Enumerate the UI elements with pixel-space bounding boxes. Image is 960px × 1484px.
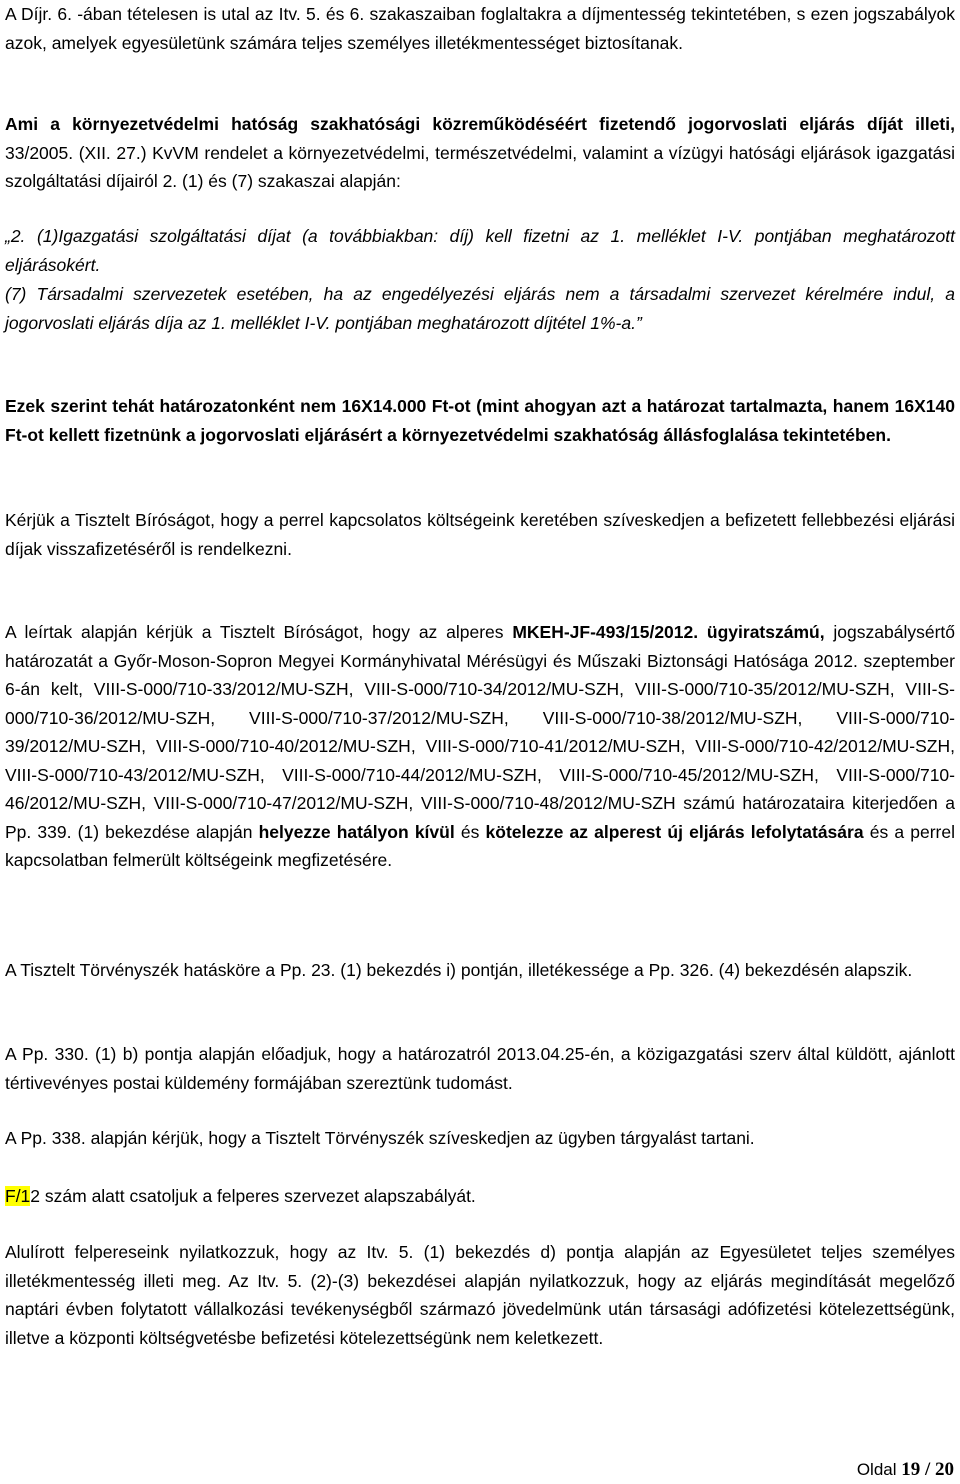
paragraph-refund-request: Kérjük a Tisztelt Bíróságot, hogy a perrel kapcsolatos költségeink keretében szíveskedjen a befizetett fellebbezési eljárási díjak visszafizetéséről is rendelkezni. (5, 510, 955, 559)
paragraph-authority-fee-bold: Ami a környezetvédelmi hatóság szakhatósági közreműködéséért fizetendő jogorvoslati eljárás díját illeti, (5, 114, 955, 134)
paragraph-main-request (5, 618, 955, 875)
paragraph-jurisdiction: A Tisztelt Törvényszék hatásköre a Pp. 23. (1) bekezdés i) pontján, illetékessége a Pp. 326. (4) bekezdésén alapszik. (5, 960, 913, 980)
paragraph-conclusion: Ezek szerint tehát határozatonként nem 16X14.000 Ft-ot (mint ahogyan azt a határozat tartalmazta, hanem 16X140 Ft-ot kellett fizetnünk a jogorvoslati eljárásért a környezetvédelmi szakhatóság állásfoglalása tekintetében. (5, 396, 955, 445)
page-separator: / (924, 1459, 931, 1480)
case-number: MKEH-JF-493/15/2012. ügyiratszámú, (512, 622, 825, 642)
main-request-text-d: és (454, 821, 486, 842)
paragraph-declaration: Alulírott felpereseink nyilatkozzuk, hogy az Itv. 5. (1) bekezdés d) pontja alapján az Egyesületet teljes személyes illetékmentesség illeti meg. Az Itv. 5. (2)-(3) bekezdései alapján nyilatkozzuk, hogy az eljárás megindítását megelőző naptári évben folytatott vállalkozási tevékenységből származó jövedelmünk után társasági adófizetési kötelezettségünk, illetve a központi költségvetésbe befizetési kötelezettségünk nem keletkezett. (5, 1242, 955, 1348)
quote-paragraph-7: (7) Társadalmi szervezetek esetében, ha az engedélyezési eljárás nem a társadalmi szervezet kérelmére indul, a jogorvoslati eljárás díja az 1. melléklet I-V. pontjában meghatározott díjtétel 1%-a.” (5, 284, 955, 333)
attachment-text: 2 szám alatt csatoljuk a felperes szervezet alapszabályát. (30, 1186, 476, 1206)
page-footer (857, 1459, 954, 1481)
quote-paragraph-1: „2. (1)Igazgatási szolgáltatási díjat (a továbbiakban: díj) kell fizetni az 1. melléklet I-V. pontjában meghatározott eljárásokért. (5, 226, 955, 275)
new-procedure-request: kötelezze az alperest új eljárás lefolytatására (485, 821, 864, 842)
paragraph-notification: A Pp. 330. (1) b) pontja alapján előadjuk, hogy a határozatról 2013.04.25-én, a közigazgatási szerv által küldött, ajánlott tértivevényes postai küldemény formájában szereztünk tudomást. (5, 1044, 955, 1093)
paragraph-authority-fee (5, 110, 955, 196)
paragraph-authority-fee-rest: 33/2005. (XII. 27.) KvVM rendelet a környezetvédelmi, természetvédelmi, valamint a vízügyi hatósági eljárások igazgatási szolgáltatási díjairól 2. (1) és (7) szakaszai alapján: (5, 142, 955, 191)
total-pages: 20 (935, 1459, 954, 1480)
annul-request: helyezze hatályon kívül (258, 821, 455, 842)
paragraph-hearing-request: A Pp. 338. alapján kérjük, hogy a Tisztelt Törvényszék szíveskedjen az ügyben tárgyalást tartani. (5, 1128, 755, 1148)
main-request-text-c: jogszabálysértő határozatát a Győr-Moson-Sopron Megyei Kormányhivatal Mérésügyi és Műszaki Biztonsági Hatósága 2012. szeptember 6-án kelt, VIII-S-000/710-33/2012/MU-SZH, VIII-S-000/710-34/2012/MU-SZH, VIII-S-000/710-35/2012/MU-SZH, VIII-S-000/710-36/2012/MU-SZH, VIII-S-000/710-37/2012/MU-SZH, VIII-S-000/710-38/2012/MU-SZH, VIII-S-000/710-39/2012/MU-SZH, VIII-S-000/710-40/2012/MU-SZH, VIII-S-000/710-41/2012/MU-SZH, VIII-S-000/710-42/2012/MU-SZH, VIII-S-000/710-43/2012/MU-SZH, VIII-S-000/710-44/2012/MU-SZH, VIII-S-000/710-45/2012/MU-SZH, VIII-S-000/710-46/2012/MU-SZH, VIII-S-000/710-47/2012/MU-SZH, VIII-S-000/710-48/2012/MU-SZH számú határozataira kiterjedően a Pp. 339. (1) bekezdése alapján (5, 622, 955, 842)
current-page: 19 (901, 1459, 921, 1480)
paragraph-fee-exemption: A Díjr. 6. -ában tételesen is utal az Itv. 5. és 6. szakaszaiban foglaltakra a díjmentesség tekintetében, s ezen jogszabályok azok, amelyek egyesületünk számára teljes személyes illetékmentességet biztosítanak. (5, 4, 955, 53)
main-request-text-e: és a perrel kapcsolatban felmerült költségeink megfizetésére. (5, 821, 955, 870)
main-request-text-a: A leírtak alapján kérjük a Tisztelt Bíróságot, hogy az alperes (5, 622, 513, 642)
paragraph-attachment (5, 1182, 955, 1211)
attachment-highlight: F/1 (5, 1186, 31, 1206)
page-label: Oldal (856, 1460, 897, 1479)
